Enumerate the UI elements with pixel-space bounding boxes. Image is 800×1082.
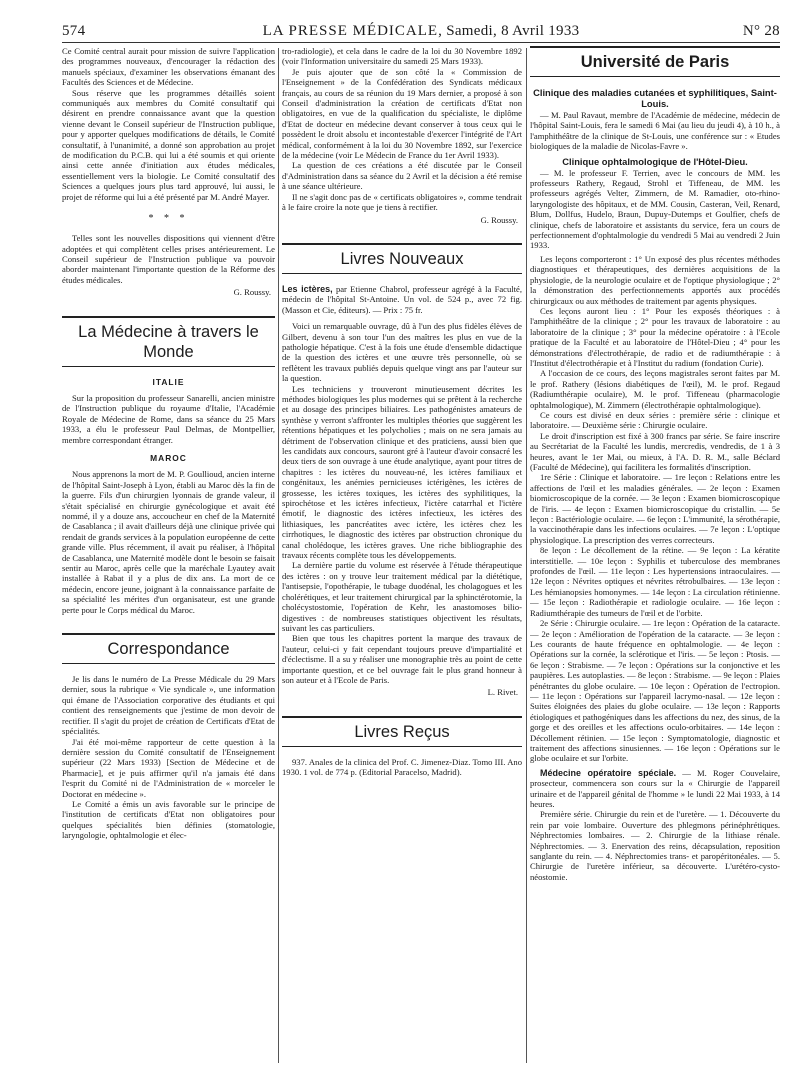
notice-block <box>530 87 780 152</box>
notice-heading: Clinique des maladies cutanées et syphilitiques, Saint-Louis. <box>533 87 777 109</box>
paragraph: Ces leçons auront lieu : 1° Pour les exposés théoriques : à l'amphithéâtre de la clinique ; 2° pour les travaux de laboratoire : au laboratoire de la clinique ; 3° pour la médecine opératoire : à l'Ecole pratique de la Faculté et au laboratoire de l'Hôtel-Dieu ; 4° pour les démonstrations d'électrothérapie, de radio et de radiumthérapie : à l'Institut d'électrothérapie et à l'Institut du radium (fondation Curie). <box>530 305 780 368</box>
paragraph: Je puis ajouter que de son côté la « Commission de l'Enseignement » de la Confédération des Syndicats médicaux français, au cours de sa réunion du 19 Mars dernier, a proposé à son Conseil d'administration la création de certificats d'Etat non obligatoires, en vue de la qualification du spécialiste, le diplôme d'Etat de docteur en médecine devant conserver à tous ceux qui le possèdent le droit absolu et incontestable d'exercer l'intégrité de l'Art médical, conformément à la loi du 30 Novembre 1892, sur l'exercice de la médecine (voir Le Médecin de France du 1er Avril 1933). <box>282 66 522 161</box>
section-header-livres-nouveaux <box>282 243 522 274</box>
book-title: Les ictères, <box>282 283 333 294</box>
paragraph: La question de ces créations a été discutée par le Conseil d'Administration dans sa séance du 2 Avril et la décision a été remise à une séance ultérieure. <box>282 160 522 192</box>
page-header <box>62 20 780 42</box>
notice-heading: Médecine opératoire spéciale. <box>540 767 677 778</box>
asterism: * * * <box>148 213 189 225</box>
section-title: Correspondance <box>107 640 230 659</box>
notice-paragraph <box>530 768 780 810</box>
notice-block <box>530 768 780 882</box>
paragraph: Ce cours est divisé en deux séries : première série : clinique et laboratoire. — Deuxième série : Chirurgie oculaire. <box>530 409 780 431</box>
paragraph: Sur la proposition du professeur Sanarelli, ancien ministre de l'Instruction publique du royaume d'Italie, l'Académie Royale de Médecine de Rome, dans sa séance du 25 Mars 1933, a élu le professeur Paul Delmas, de Montpellier, membre correspondant étranger. <box>62 392 275 445</box>
column-2 <box>282 46 522 1066</box>
paragraph: Première série. Chirurgie du rein et de l'uretère. — 1. Découverte du rein par voie lombaire. Ouverture des phlegmons périnéphrétiques. Néphrectomies lombaires. — 2. Chirurgie de la lithiase rénale. Néphrectomies. — 3. Enervation des reins, décapsulation, reposition sanglante du rein. — 4. Néphrectomies trans- et paropéritonéales. — 5. Chirurgie de l'uretère inférieur, sa découverte. L'urétéro-cysto-néostomie. <box>530 809 780 882</box>
signature: G. Roussy. <box>233 287 271 298</box>
paragraph: — M. Paul Ravaut, membre de l'Académie de médecine, médecin de l'hôpital Saint-Louis, fera le samedi 6 Mai (au lieu du jeudi 4), à 10 h., à l'amphithéâtre de la clinique de St-Louis, une conférence sur : « Etudes biologiques de la maladie de Nicolas-Favre ». <box>530 110 780 152</box>
paragraph: Le Comité a émis un avis favorable sur le principe de l'institution de certificats d'Etat non obligatoires pour quelques spécialités bien définies (stomatologie, laryngologie, ophtalmologie et élec- <box>62 798 275 841</box>
column-1 <box>62 46 275 1066</box>
book-meta: par Etienne Chabrol, professeur agrégé à la Faculté, médecin de l'hôpital St-Antoine. Un vol. de 524 p., avec 72 fig. (Masson et Cie, éditeurs). — Prix : 75 fr. <box>282 283 522 315</box>
column-3 <box>530 46 780 1066</box>
paragraph: Telles sont les nouvelles dispositions qui viennent d'être adoptées et qui complètent celles prises antérieurement. Le Conseil supérieur de l'Instruction publique va pouvoir aborder maintenant l'importante question de la Réforme des études médicales. <box>62 233 275 285</box>
notice-block <box>530 156 780 251</box>
page-number: 574 <box>62 23 86 39</box>
notice-body: — M. Roger Couvelaire, prosecteur, commencera son cours sur la « Chirurgie de l'appareil urinaire et de l'appareil génital de l'homme » le lundi 22 Mai 1933, à 14 heures. <box>530 767 780 809</box>
section-title: Université de Paris <box>580 53 730 71</box>
paragraph: La dernière partie du volume est réservée à l'étude thérapeutique des ictères : on y trouve leur traitement médical par la diététique, l'antisepsie, l'opothérapie, le tubage duodénal, les cholagogues et les cholérétiques, et leur traitement chirurgical par la sphinctérotomie, la cholécystostomie, l'opération de Kehr, les anastomoses bilio-digestives : de nombreuses statistiques objectivent les résultats, suivant les cas particuliers. <box>282 560 522 633</box>
section-title: Livres Reçus <box>354 722 450 741</box>
book-entry <box>282 284 522 315</box>
country-label: ITALIE <box>152 376 185 387</box>
paragraph: Bien que tous les chapitres portent la marque des travaux de l'auteur, celui-ci y fait cependant toujours preuve d'impartialité et d'éclectisme. Il a su y réaliser une monographie très au point de cette importante question, et ce bel ouvrage fait le plus grand honneur à son auteur et à l'Ecole de Paris. <box>282 633 522 685</box>
paragraph: Les techniciens y trouveront minutieusement décrites les méthodes biologiques les plus modernes qui se prêtent à la recherche et au dosage des principes biliaires. Les pathogénistes amateurs de synthèse y verront s'affronter les multiples théories que suggèrent les rétentions hépatiques et les polycholies ; mais on ne sera jamais au détriment de l'observation clinique et des praticiens, aussi bien que les candidats aux concours, sauront gré à l'auteur d'avoir consacré les deux tiers de son ouvrage à une étude analytique, ayant pour titres de chapitres : les ictères du nouveau-né, les ictères familiaux et congénitaux, les anémies pernicieuses ictérigènes, les ictères de grossesse, les ictères toxiques, les ictères des syphilitiques, la spirochétose et les ictères infectieux, l'ictère catarrhal et l'ictère émotif, le diagnostic des ictères infectieux, les ictères des lithiasiques, les pancréatites avec ictère, les ictères chez les cirrhotiques, le diagnostic des ictères par obstruction chronique du canal cholédoque, les ictères graves. Une riche bibliographie des travaux récents complète tous les développements. <box>282 383 522 561</box>
signature: G. Roussy. <box>480 214 518 225</box>
paragraph: Voici un remarquable ouvrage, dû à l'un des plus fidèles élèves de Gilbert, devenu à son tour l'un des maîtres les plus en vue de la pathologie hépatique. C'est à la fois une étude d'ensemble didactique de la question des ictères et une œuvre très personnelle, où se reflètent les travaux publiés depuis quelque vingt ans par l'auteur sur la question. <box>282 321 522 384</box>
paragraph: 8e leçon : Le décollement de la rétine. — 9e leçon : La kératite interstitielle. — 10e leçon : Syphilis et tuberculose des membranes profondes de l'œil. — 11e leçon : Les hypertensions intraoculaires. — 12e leçon : Névrites optiques et névrites rétrobulbaires. — 13e leçon : Les hémianopsies homonymes. — 14e leçon : La circulation rétinienne. — 15e leçon : Radiothérapie et radiologie oculaire. — 16e leçon : Radiumthérapie des tumeurs de l'œil et de l'orbite. <box>530 545 780 618</box>
paragraph: A l'occasion de ce cours, des leçons magistrales seront faites par M. le prof. Rathery (lésions diabétiques de l'œil), M. le prof. Regaud (Radiumthérapie oculaire), M. le prof. Tiffeneau (pharmacologie ophtalmologique), M. Zimmern (électrothérapie ophtalmologique). <box>530 368 780 410</box>
section-title: Livres Nouveaux <box>340 249 464 268</box>
issue-number: N° 28 <box>742 23 780 39</box>
header-rule <box>62 42 780 43</box>
column-rule-left <box>278 48 279 1063</box>
section-header-universite <box>530 46 780 77</box>
paragraph: Ce Comité central aurait pour mission de suivre l'application des programmes nouveaux, d'encourager la rédaction des manuels spéciaux, d'examiner les observations émanant des Facultés des Sciences et de Médecine. <box>62 46 275 88</box>
section-header-world <box>62 316 275 367</box>
paragraph: J'ai été moi-même rapporteur de cette question à la dernière session du Comité consultatif de l'Enseignement supérieur (22 Mars 1933) [Section de Médecine et de Pharmacie], et je puis affirmer qu'il n'a jamais été dans l'esprit du Comité ni de l'Administration de « morceler le Doctorat en médecine ». <box>62 736 275 799</box>
issue-date: Samedi, 8 Avril 1933 <box>446 23 580 39</box>
paragraph: — M. le professeur F. Terrien, avec le concours de MM. les professeurs Rathery, Regaud, Strohl et Tiffeneau, de MM. les professeurs agrégés Velter, Zimmern, de M. Ramadier, oto-rhino-laryngologiste des hôpitaux, et de MM. Cousin, Casteran, Veil, Renard, Blum, Dollfus, Hudelo, Braun, Dupuy-Dutemps et Goulfier, chefs de clinique, chefs de laboratoire et assistants du service, fera un cours de perfectionnement d'ophtalmologie du vendredi 5 Mai au vendredi 2 Juin 1933. <box>530 167 780 251</box>
notice-heading: Clinique ophtalmologique de l'Hôtel-Dieu. <box>562 155 748 167</box>
journal-title: LA PRESSE MÉDICALE <box>262 23 439 39</box>
paragraph: Sous réserve que les programmes détaillés soient communiqués aux membres du Comité consultatif qui désirent en prendre connaissance avant que la question vienne devant le Conseil supérieur de l'Instruction publique, pour y apporter quelques modifications de détails, le Comité consultatif, à l'unanimité, a donné son approbation au projet de modification du P.C.B. qui lui a été soumis et qui oriente ainsi cette année d'initiation aux études médicales, essentiellement vers la biologie. Le Comité consultatif des Sciences a quelques jours plus tard approuvé, lui aussi, le projet de réforme qui lui a été présenté par M. André Mayer. <box>62 87 275 202</box>
section-title: La Médecine à travers le Monde <box>78 322 259 361</box>
paragraph: Les leçons comporteront : 1° Un exposé des plus récentes méthodes diagnostiques et thérapeutiques, des dernières acquisitions de la physiologie, de la neurologie oculaire et de l'optique physiologique ; 2° la démonstration des perfectionnements apportés aux procédés chirurgicaux ou aux méthodes de traitement par agents physiques. <box>530 253 780 306</box>
paragraph: Il ne s'agit donc pas de « certificats obligatoires », comme tendrait à le faire croire la note que je tiens à rectifier. <box>282 191 522 213</box>
paragraph: 2e Série : Chirurgie oculaire. — 1re leçon : Opération de la cataracte. — 2e leçon : Amélioration de l'opération de la cataracte. — 3e leçon : Les courants de haute fréquence en ophtalmologie. — 4e leçon : Opérations sur la cornée, la sclérotique et l'iris. — 5e leçon : Ptosis. — 6e leçon : Strabisme. — 7e leçon : Opérations sur la conjonctive et les paupières. Les autoplasties. — 8e leçon : Strabisme. — 9e leçon : Plaies pénétrantes du globe oculaire. — 10e leçon : Opération de l'ectropion. — 11e leçon : Opérations sur l'appareil lacrymo-nasal. — 12e leçon : Suites éloignées des plaies du globe oculaire. — 13e leçon : Rapports étiologiques et pathogéniques dans les affections du nez, des sinus, de la gorge et des oreilles et les affections oculo-orbitaires. — 14e leçon : Décollement rétinien. — 15e leçon : Symptomatologie, diagnostic et traitement des affections sinusiennes. — 16e leçon : Opérations sur le globe oculaire et sur l'orbite. <box>530 618 780 764</box>
country-label: MAROC <box>150 452 187 463</box>
paragraph: Nous apprenons la mort de M. P. Goullioud, ancien interne de l'hôpital Saint-Joseph à Lyon, établi au Maroc dès la fin de la guerre. Fils d'un chirurgien lyonnais de grande valeur, il s'était spécialisé en chirurgie gynécologique et avait été nommé, il y a douze ans, accoucheur en chef de la Maternité de Casablanca ; il avait d'ailleurs déjà une clinique privée qui rendait de grands services à la population européenne de cette grande ville. Plus récemment, il avait pu réaliser, à l'hôpital de Casablanca, une Maternité modèle dont le besoin se faisait sentir au Maroc, après celle que la maréchale Lyautey avait installée à Rabat il y a plus de dix ans. La mort de ce médecin, encore jeune, joignant à la connaissance parfaite de sa spécialité les mérites d'un organisateur, est une grande perte pour le Corps médical du Maroc. <box>62 469 275 615</box>
paragraph: Le droit d'inscription est fixé à 300 francs par série. Se faire inscrire au Secrétariat de la Faculté les lundis, mercredis, vendredis, de 1 à 3 heures, avant le 1er Mai, ou mieux, à l'A. D. R. M., salle Béclard (Faculté de Médecine), qui facilitera les formalités d'inscription. <box>530 430 780 472</box>
column-rule-right <box>526 48 527 1063</box>
signature: L. Rivet. <box>487 687 518 698</box>
paragraph: tro-radiologie), et cela dans le cadre de la loi du 30 Novembre 1892 (voir l'Information universitaire du samedi 25 Mars 1933). <box>282 46 522 67</box>
section-header-correspondance <box>62 633 275 664</box>
paragraph: 1re Série : Clinique et laboratoire. — 1re leçon : Relations entre les affections de l'œil et les maladies générales. — 2e leçon : Examen biomicroscopique de la cornée. — 3e leçon : Examen biomicroscopique de l'iris. — 4e leçon : Examen biomicroscopique du cristallin. — 5e leçon : Bactériologie oculaire. — 6e leçon : L'immunité, la sérothérapie, la vaccinothérapie dans les infections oculaires. — 7e leçon : L'optique physiologique. La prescription des verres correcteurs. <box>530 472 780 545</box>
section-header-livres-recus <box>282 716 522 747</box>
paragraph: Je lis dans le numéro de La Presse Médicale du 29 Mars dernier, sous la rubrique « Vie syndicale », une information qui émane de l'Association corporative des étudiants et qui contient des renseignements que j'estime de mon devoir de rectifier. Il s'agit du projet de création de Certificats d'Etat de spécialités. <box>62 674 275 737</box>
journal-header: LA PRESSE MÉDICALE, Samedi, 8 Avril 1933 <box>262 23 580 39</box>
book-entry: 937. Anales de la clinica del Prof. C. Jimenez-Diaz. Tomo III. Ano 1930. 1 vol. de 774 p. (Editorial Paracelso, Madrid). <box>282 756 522 778</box>
